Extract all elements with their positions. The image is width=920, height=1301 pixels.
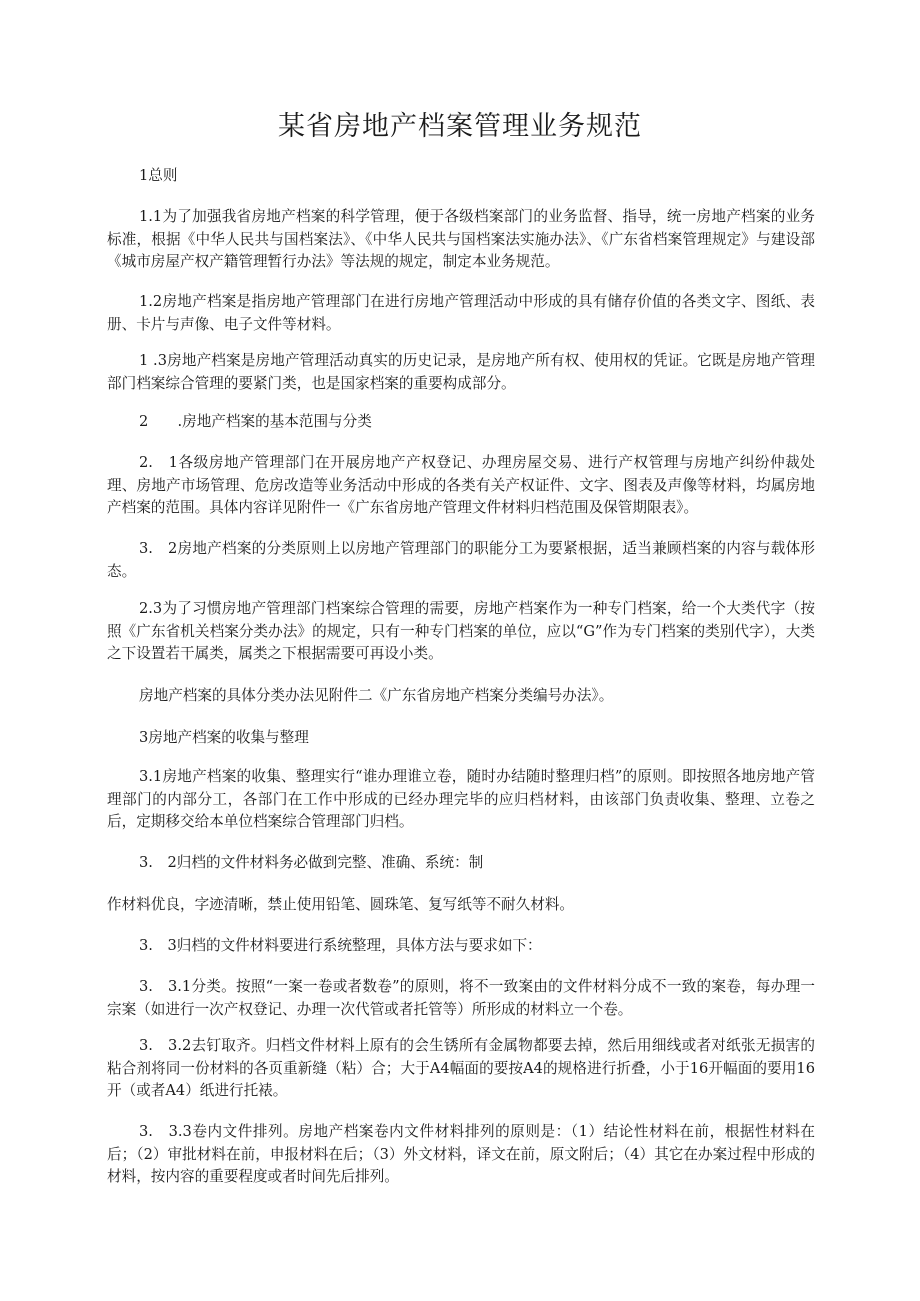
section-heading-3: 3房地产档案的收集与整理	[139, 729, 309, 746]
paragraph-1-2: 1.2房地产档案是指房地产管理部门在进行房地产管理活动中形成的具有储存价值的各类文字、图纸、表册、卡片与声像、电子文件等材料。	[107, 293, 815, 333]
paragraph-2-classification-note: 房地产档案的具体分类办法见附件二《广东省房地产档案分类编号办法》。	[139, 687, 614, 704]
paragraph-3-1: 3.1房地产档案的收集、整理实行“谁办理谁立卷，随时办结随时整理归档”的原则。即按照各地房地产管理部门的内部分工，各部门在工作中形成的已经办理完毕的应归档材料，由该部门负责收集、整理、立卷之后，定期移交给本单位档案综合管理部门归档。	[107, 768, 815, 830]
paragraph-2-2: 3. 2房地产档案的分类原则上以房地产管理部门的职能分工为要紧根据，适当兼顾档案的内容与载体形态。	[107, 540, 815, 580]
paragraph-3-3-1: 3. 3.1分类。按照“一案一卷或者数卷”的原则，将不一致案由的文件材料分成不一致的案卷，每办理一宗案（如进行一次产权登记、办理一次代管或者托管等）所形成的材料立一个卷。	[107, 978, 815, 1018]
document-title: 某省房地产档案管理业务规范	[278, 111, 642, 142]
paragraph-2-3: 2.3为了习惯房地产管理部门档案综合管理的需要，房地产档案作为一种专门档案，给一个大类代字（按照《广东省机关档案分类办法》的规定，只有一种专门档案的单位，应以“G”作为专门档案的类别代字），大类之下设置若干属类，属类之下根据需要可再设小类。	[107, 600, 815, 662]
paragraph-3-2: 3. 2归档的文件材料务必做到完整、准确、系统：制	[139, 854, 484, 871]
paragraph-3-3: 3. 3归档的文件材料要进行系统整理，具体方法与要求如下：	[139, 937, 542, 954]
paragraph-1-1: 1.1为了加强我省房地产档案的科学管理，便于各级档案部门的业务监督、指导，统一房地产档案的业务标准，根据《中华人民共与国档案法》、《中华人民共与国档案法实施办法》、《广东省档案管理规定》与建设部《城市房屋产权产籍管理暂行办法》等法规的规定，制定本业务规范。	[107, 208, 815, 270]
paragraph-1-3: 1 .3房地产档案是房地产管理活动真实的历史记录，是房地产所有权、使用权的凭证。它既是房地产管理部门档案综合管理的要紧门类，也是国家档案的重要构成部分。	[107, 352, 815, 392]
section-heading-1: 1总则	[139, 167, 178, 184]
paragraph-3-3-3: 3. 3.3卷内文件排列。房地产档案卷内文件材料排列的原则是：（1）结论性材料在前，根据性材料在后；（2）审批材料在前，申报材料在后；（3）外文材料，译文在前，原文附后；（4）其它在办案过程中形成的材料，按内容的重要程度或者时间先后排列。	[107, 1123, 815, 1185]
paragraph-3-3-2: 3. 3.2去钉取齐。归档文件材料上原有的会生锈所有金属物都要去掉，然后用细线或者对纸张无损害的粘合剂将同一份材料的各页重新缝（粘）合；大于A4幅面的要按A4的规格进行折叠，小于16开幅面的要用16开（或者A4）纸进行托裱。	[107, 1037, 815, 1099]
section-heading-2: 2 .房地产档案的基本范围与分类	[139, 413, 372, 430]
paragraph-2-1: 2. 1各级房地产管理部门在开展房地产产权登记、办理房屋交易、进行产权管理与房地产纠纷仲裁处理、房地产市场管理、危房改造等业务活动中形成的各类有关产权证件、文字、图表及声像等材料，均属房地产档案的范围。具体内容详见附件一《广东省房地产管理文件材料归档范围及保管期限表》。	[107, 454, 815, 516]
paragraph-3-2-continued: 作材料优良，字迹清晰，禁止使用铅笔、圆珠笔、复写纸等不耐久材料。	[107, 896, 575, 913]
